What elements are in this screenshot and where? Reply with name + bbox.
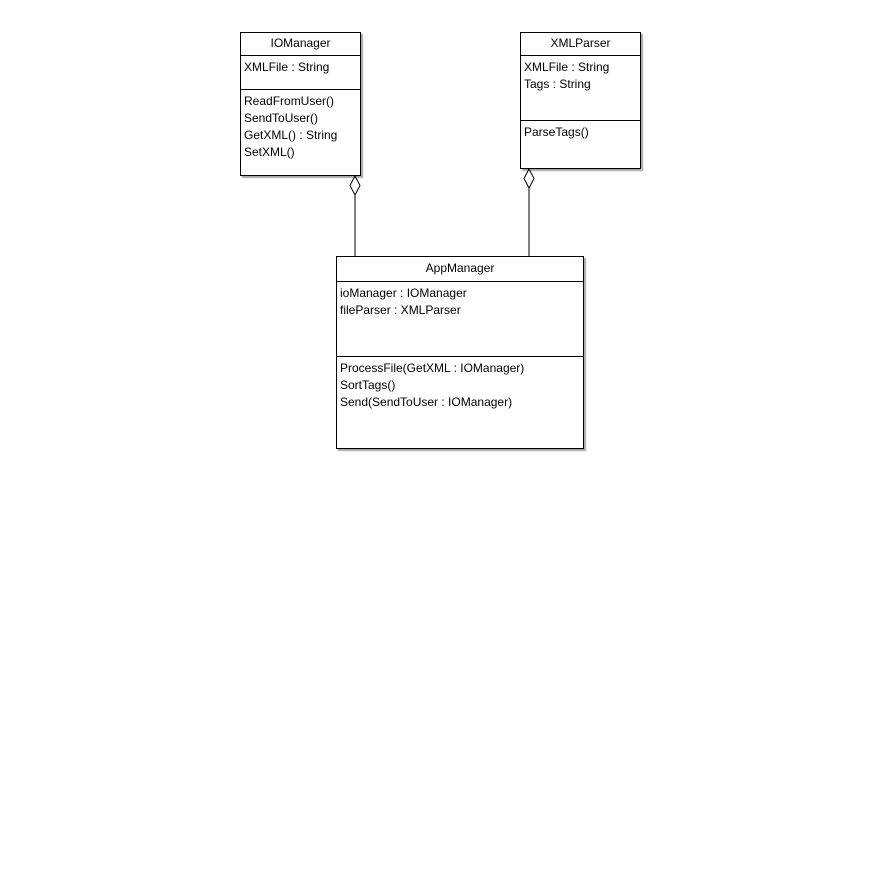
attributes-compartment — [337, 282, 583, 357]
aggregation-diamond-icon — [524, 169, 534, 188]
attribute: Tags : String — [524, 77, 591, 91]
operation: SetXML() — [244, 145, 295, 159]
attributes-compartment — [521, 56, 640, 121]
operations-compartment — [521, 121, 640, 141]
class-name: AppManager — [337, 257, 583, 282]
class-appmanager[interactable] — [336, 256, 584, 449]
operation: SendToUser() — [244, 111, 319, 125]
aggregation-iomanager-appmanager[interactable] — [350, 176, 360, 257]
attributes-compartment — [241, 56, 360, 90]
aggregation-diamond-icon — [350, 176, 360, 195]
operation: GetXML() : String — [244, 128, 338, 142]
class-name: IOManager — [241, 33, 360, 56]
attribute: ioManager : IOManager — [340, 286, 467, 300]
attribute: XMLFile : String — [244, 60, 330, 74]
operation: Send(SendToUser : IOManager) — [340, 395, 513, 409]
attribute: fileParser : XMLParser — [340, 303, 461, 317]
operation: ProcessFile(GetXML : IOManager) — [340, 361, 525, 375]
operations-compartment — [241, 90, 360, 161]
operation: ReadFromUser() — [244, 94, 335, 108]
class-iomanager[interactable] — [240, 32, 361, 176]
aggregation-xmlparser-appmanager[interactable] — [524, 169, 534, 257]
attribute: XMLFile : String — [524, 60, 610, 74]
class-xmlparser[interactable] — [520, 32, 641, 169]
operations-compartment — [337, 357, 583, 411]
class-name: XMLParser — [521, 33, 640, 56]
operation: ParseTags() — [524, 125, 589, 139]
operation: SortTags() — [340, 378, 396, 392]
